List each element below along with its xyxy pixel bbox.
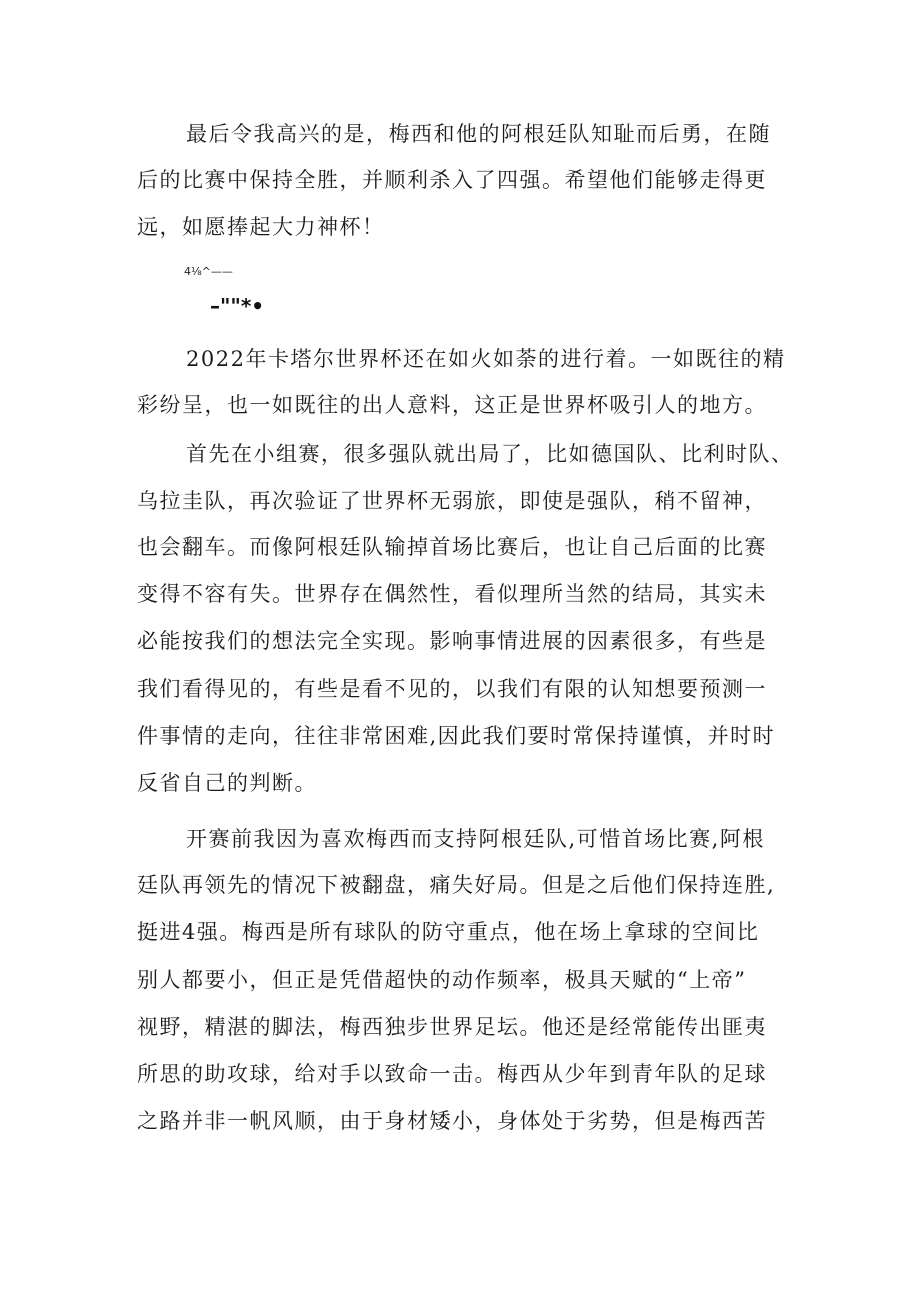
paragraph-line: 反省自己的判断。 xyxy=(137,771,317,795)
paragraph-line: 远，如愿捧起大力神杯！ xyxy=(137,215,385,239)
paragraph-line: 后的比赛中保持全胜，并顺利杀入了四强。希望他们能够走得更 xyxy=(137,168,767,192)
paragraph-line: 变得不容有失。世界存在偶然性，看似理所当然的结局，其实未 xyxy=(137,582,767,606)
paragraph-line: 别人都要小，但正是凭借超快的动作频率，极具天赋的“上帝” xyxy=(137,968,747,992)
paragraph-line: 必能按我们的想法完全实现。影响事情进展的因素很多，有些是 xyxy=(137,629,767,653)
paragraph-line: 我们看得见的，有些是看不见的，以我们有限的认知想要预测一 xyxy=(137,677,767,701)
paragraph-line: 之路并非一帆风顺，由于身材矮小，身体处于劣势，但是梅西苦 xyxy=(137,1109,767,1133)
paragraph-line: 件事情的走向，往往非常困难,因此我们要时常保持谨慎，并时时 xyxy=(137,724,776,748)
paragraph-line: 挺进4强。梅西是所有球队的防守重点，他在场上拿球的空间比 xyxy=(137,920,760,944)
paragraph-line: 最后令我高兴的是，梅西和他的阿根廷队知耻而后勇，在随 xyxy=(186,122,771,146)
scan-artifact-mark: –""*• xyxy=(210,294,265,318)
paragraph-line: 也会翻车。而像阿根廷队输掉首场比赛后，也让自己后面的比赛 xyxy=(137,535,767,559)
paragraph-line: 首先在小组赛，很多强队就出局了，比如德国队、比利时队、 xyxy=(186,442,794,466)
paragraph-line: 彩纷呈，也一如既往的出人意料，这正是世界杯吸引人的地方。 xyxy=(137,393,767,417)
paragraph-line: 乌拉圭队，再次验证了世界杯无弱旅，即使是强队，稍不留神， xyxy=(137,489,767,513)
paragraph-line: 所思的助攻球，给对手以致命一击。梅西从少年到青年队的足球 xyxy=(137,1062,767,1086)
paragraph-line: 廷队再领先的情况下被翻盘，痛失好局。但是之后他们保持连胜, xyxy=(137,873,776,897)
scan-artifact-mark: 4⅛^—— xyxy=(184,265,233,278)
paragraph-line: 2022年卡塔尔世界杯还在如火如荼的进行着。一如既往的精 xyxy=(186,347,786,371)
paragraph-line: 视野，精湛的脚法，梅西独步世界足坛。他还是经常能传出匪夷 xyxy=(137,1015,767,1039)
paragraph-line: 开赛前我因为喜欢梅西而支持阿根廷队,可惜首场比赛,阿根 xyxy=(186,827,765,851)
